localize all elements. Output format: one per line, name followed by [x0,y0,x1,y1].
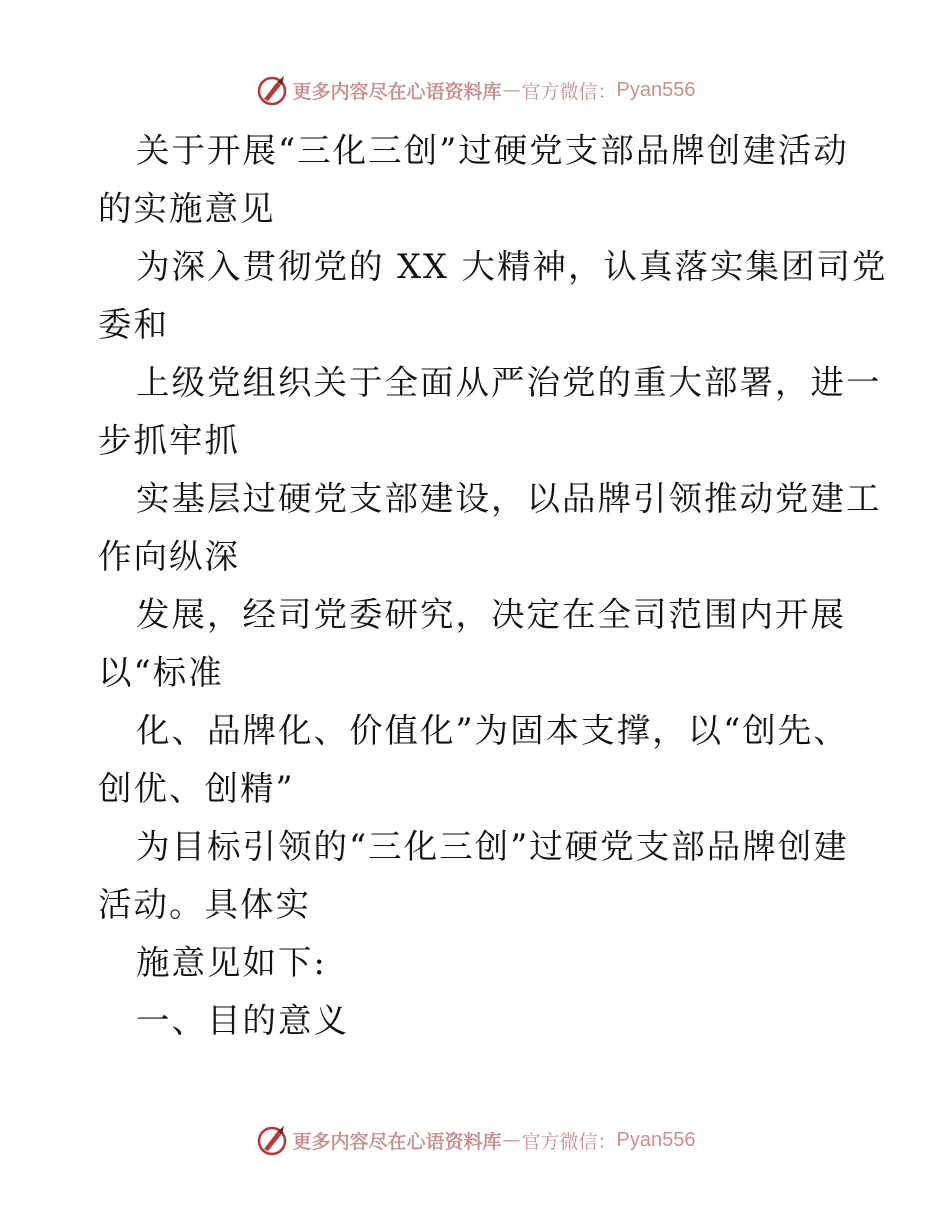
watermark-separator: — [502,79,521,101]
watermark-wechat-label: 官方微信： [521,1130,617,1153]
watermark-site-text: 更多内容尽在心语资料库 [292,80,502,103]
paragraph-line: 上级党组织关于全面从严治党的重大部署，进一 [136,363,882,402]
paragraph-line: 作向纵深 [98,537,240,576]
paragraph-line: 施意见如下: [136,943,327,982]
paragraph [98,934,858,992]
paragraph-line: 活动。具体实 [98,885,311,924]
paragraph-line: 发展，经司党委研究，决定在全司范围内开展 [136,595,846,634]
quill-pen-logo-icon [255,1123,289,1157]
footer-watermark [0,1120,950,1160]
paragraph-line: 关于开展“三化三创”过硬党支部品牌创建活动 [136,131,849,170]
section-heading-text: 一、目的意义 [136,1001,349,1040]
section-heading [98,992,858,1050]
watermark-wechat-id: Pyan556 [616,1128,696,1151]
watermark-separator: — [502,1129,521,1151]
quill-pen-logo-icon [255,73,289,107]
paragraph-line: 创优、创精” [98,769,295,808]
watermark-site-text: 更多内容尽在心语资料库 [292,1130,502,1153]
paragraph [98,238,888,354]
header-watermark [0,70,950,110]
paragraph-line: 为目标引领的“三化三创”过硬党支部品牌创建 [136,827,849,866]
watermark-wechat-label: 官方微信： [521,80,617,103]
paragraph-line: 化、品牌化、价值化”为固本支撑，以“创先、 [136,711,849,750]
paragraph-line: 委和 [98,305,169,344]
watermark-wechat-id: Pyan556 [616,78,696,101]
paragraph-line: 为深入贯彻党的 XX 大精神，认真落实集团司党 [136,247,888,286]
paragraph [98,818,858,934]
paragraph-line: 实基层过硬党支部建设，以品牌引领推动党建工 [136,479,882,518]
document-body [98,122,888,1050]
paragraph [98,586,858,702]
paragraph [98,470,882,586]
paragraph [98,702,858,818]
paragraph-line: 的实施意见 [98,189,276,228]
paragraph-title [98,122,858,238]
paragraph [98,354,882,470]
paragraph-line: 以“标准 [98,653,224,692]
paragraph-line: 步抓牢抓 [98,421,240,460]
